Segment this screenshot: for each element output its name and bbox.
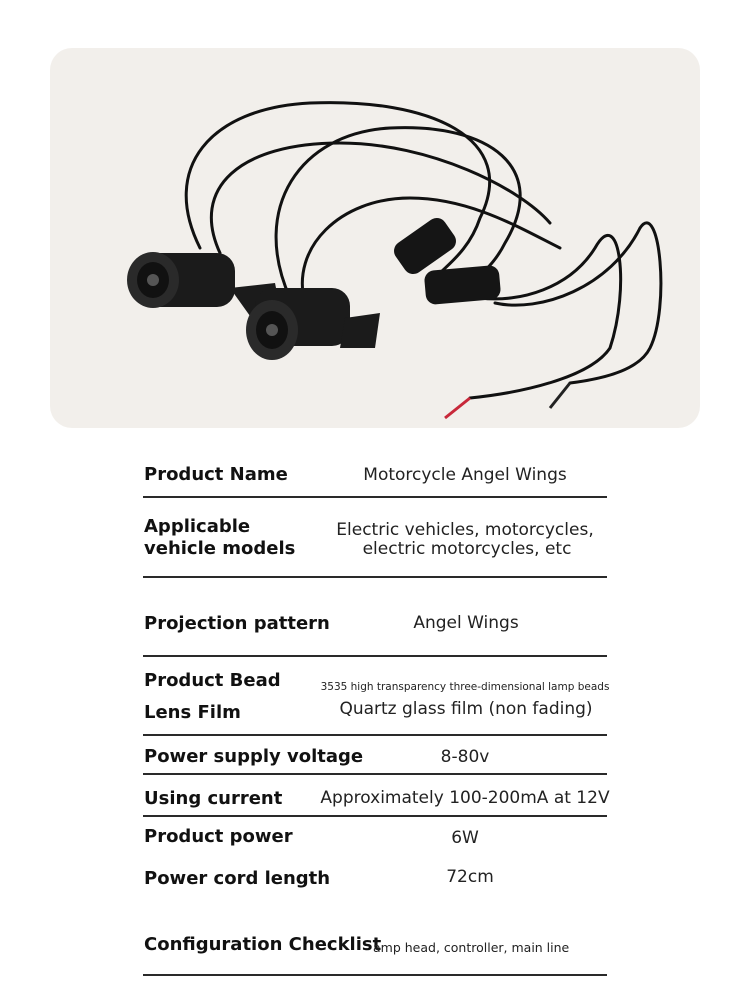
spec-label-using-current: Using current [144, 788, 283, 809]
divider [143, 576, 607, 578]
spec-label-power-cord-length: Power cord length [144, 868, 331, 889]
spec-label-power-supply-voltage: Power supply voltage [144, 746, 364, 767]
spec-value-product-name: Motorcycle Angel Wings [363, 465, 567, 485]
spec-label-applicable-line1: Applicable [144, 516, 251, 537]
spec-label-product-name: Product Name [144, 464, 288, 485]
spec-value-configuration-checklist: amp head, controller, main line [373, 940, 570, 955]
spec-value-power-supply-voltage: 8-80v [440, 747, 490, 767]
spec-label-applicable-line2: vehicle models [144, 538, 296, 559]
divider [143, 734, 607, 736]
spec-label-lens-film: Lens Film [144, 702, 241, 723]
spec-value-using-current: Approximately 100-200mA at 12V [320, 788, 610, 808]
divider [143, 815, 607, 817]
spec-label-product-bead: Product Bead [144, 670, 281, 691]
divider [143, 974, 607, 976]
spec-value-product-power: 6W [451, 828, 479, 848]
spec-value-power-cord-length: 72cm [446, 867, 494, 887]
spec-label-projection-pattern: Projection pattern [144, 613, 330, 634]
spec-label-configuration-checklist: Configuration Checklist [144, 934, 382, 955]
spec-value-applicable-line1: Electric vehicles, motorcycles, [336, 520, 594, 540]
divider [143, 773, 607, 775]
divider [143, 655, 607, 657]
spec-value-product-bead: 3535 high transparency three-dimensional lamp beads [320, 681, 610, 693]
spec-value-projection-pattern: Angel Wings [413, 613, 519, 633]
divider [143, 496, 607, 498]
spec-value-lens-film: Quartz glass film (non fading) [339, 699, 593, 719]
spec-value-applicable-line2: electric motorcycles, etc [362, 539, 572, 559]
spec-label-product-power: Product power [144, 826, 293, 847]
